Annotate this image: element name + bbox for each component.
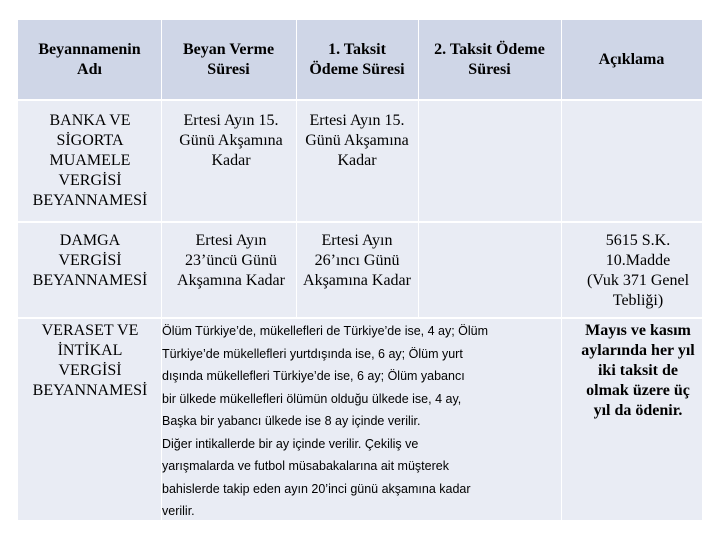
row2-beyan-text: Ertesi Ayın 23’üncü Günü Akşamına Kadar xyxy=(177,232,285,289)
header-cell-beyan xyxy=(161,20,296,100)
row1-name-text: BANKA VE SİGORTA MUAMELE VERGİSİ BEYANNAMESİ xyxy=(32,112,148,209)
header-cell-taksit2 xyxy=(418,20,561,100)
row2-name xyxy=(0,231,180,291)
row2-taksit1 xyxy=(290,231,424,291)
row1-taksit1-text: Ertesi Ayın 15. Günü Akşamına Kadar xyxy=(305,112,409,169)
row3-name-text: VERASET VE İNTİKAL VERGİSİ BEYANNAMESİ xyxy=(32,322,148,399)
row2-taksit2-cell xyxy=(418,222,561,318)
row1-beyan xyxy=(164,111,298,171)
header-cell-aciklama xyxy=(561,20,702,100)
row1-aciklama-cell xyxy=(561,100,702,222)
row2-aciklama-text: 5615 S.K. 10.Madde (Vuk 371 Genel Tebliği) xyxy=(586,232,690,309)
row3-name xyxy=(0,321,180,401)
row3-aciklama xyxy=(556,321,720,421)
row1-taksit1 xyxy=(294,111,420,171)
row2-aciklama xyxy=(556,231,720,311)
row-divider xyxy=(18,221,702,223)
row1-beyan-text: Ertesi Ayın 15. Günü Akşamına Kadar xyxy=(179,112,283,169)
header-cell-taksit1 xyxy=(296,20,418,100)
header-beyan-text: Beyan Verme Süresi xyxy=(182,41,275,78)
row1-name xyxy=(0,111,180,211)
row2-beyan xyxy=(161,231,301,291)
header-cell-name xyxy=(18,20,161,100)
row2-name-text: DAMGA VERGİSİ BEYANNAMESİ xyxy=(32,232,148,289)
row-divider xyxy=(18,99,702,101)
row1-taksit2-cell xyxy=(418,100,561,222)
row3-detail-text: Ölüm Türkiye’de, mükellefleri de Türkiye’de ise, 4 ay; Ölüm Türkiye’de mükellefleri yurtdışında ise, 6 ay; Ölüm yurt dışında mükellefleri Türkiye’de ise, 6 ay; Ölüm yabancı bir ülkede mükellefleri ölümün olduğu ülkede ise, 4 ay, Başka bir yabancı ülkede ise 8 ay içinde verilir. Diğer intikallerde bir ay içinde verilir. Çekiliş ve yarışmalarda ve futbol müsabakalarına ait müşterek bahislerde takip eden ayın 20’inci günü akşamına kadar verilir. xyxy=(162,324,489,518)
header-taksit1-text: 1. Taksit Ödeme Süresi xyxy=(309,41,405,78)
header-name-text: Beyannamenin Adı xyxy=(38,41,141,78)
row-divider xyxy=(18,317,702,319)
row2-taksit1-text: Ertesi Ayın 26’ıncı Günü Akşamına Kadar xyxy=(303,232,411,289)
header-taksit2-text: 2. Taksit Ödeme Süresi xyxy=(434,41,545,78)
header-aciklama-text: Açıklama xyxy=(598,51,665,68)
row3-aciklama-text: Mayıs ve kasım aylarında her yıl iki taksit de olmak üzere üç yıl da ödenir. xyxy=(581,322,695,419)
row3-detail xyxy=(162,320,560,523)
